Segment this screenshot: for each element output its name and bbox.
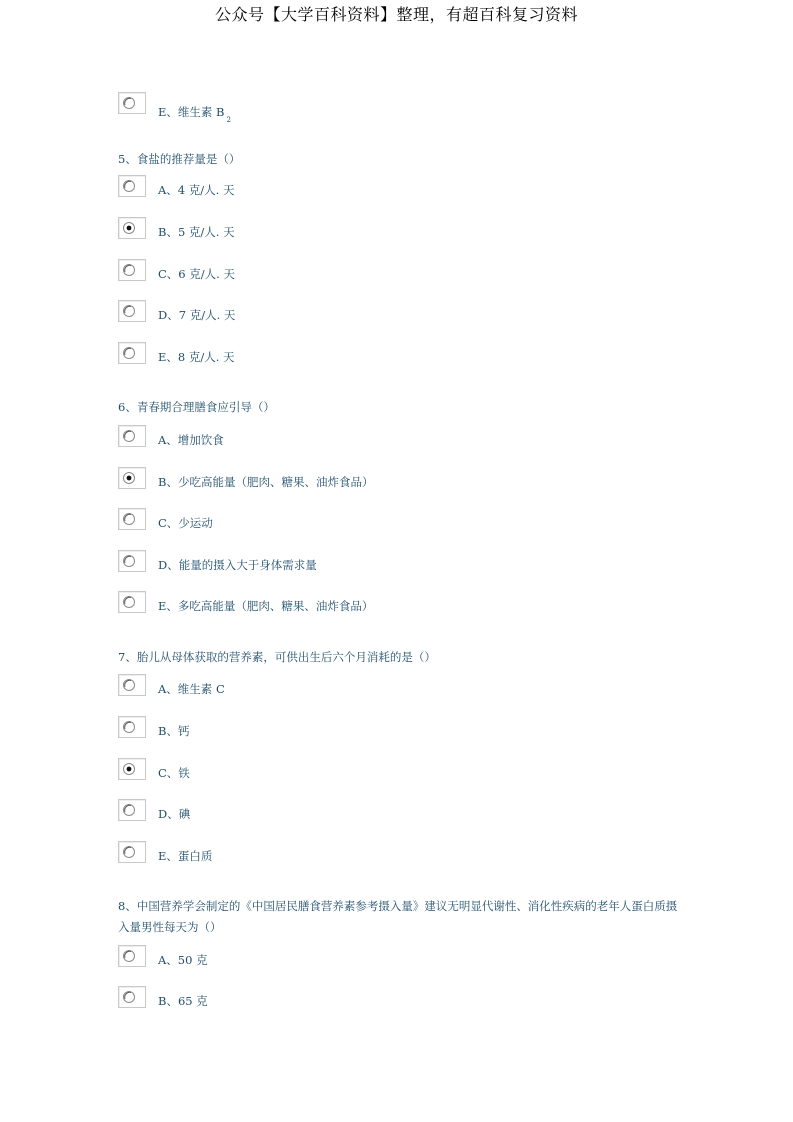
option-label: A、增加饮食	[158, 433, 224, 447]
radio-unchecked-icon	[122, 304, 136, 318]
radio-button[interactable]	[118, 986, 146, 1008]
q7-option-b[interactable]	[118, 716, 718, 740]
q6-option-d[interactable]	[118, 550, 718, 574]
radio-unchecked-icon	[122, 346, 136, 360]
option-label: A、维生素 C	[158, 682, 225, 696]
option-label: C、少运动	[158, 516, 213, 530]
radio-unchecked-icon	[122, 678, 136, 692]
radio-unchecked-icon	[122, 845, 136, 859]
option-label: E、蛋白质	[158, 849, 213, 863]
radio-unchecked-icon	[122, 949, 136, 963]
q5-option-c[interactable]	[118, 259, 718, 283]
q8-option-a[interactable]	[118, 945, 718, 969]
radio-unchecked-icon	[122, 554, 136, 568]
radio-button[interactable]	[118, 945, 146, 967]
q5-option-e[interactable]	[118, 342, 718, 366]
radio-unchecked-icon	[122, 263, 136, 277]
radio-button[interactable]	[118, 674, 146, 696]
option-label: B、65 克	[158, 994, 208, 1008]
radio-unchecked-icon	[122, 179, 136, 193]
radio-button[interactable]	[118, 425, 146, 447]
question-5: 5、食盐的推荐量是（）	[118, 152, 241, 166]
option-label: A、4 克/人. 天	[158, 183, 235, 197]
radio-unchecked-icon	[122, 720, 136, 734]
q8-option-b[interactable]	[118, 986, 718, 1010]
option-label: C、6 克/人. 天	[158, 267, 235, 281]
radio-button[interactable]	[118, 259, 146, 281]
q6-option-c[interactable]	[118, 508, 718, 532]
radio-unchecked-icon	[122, 990, 136, 1004]
radio-checked-icon	[122, 221, 136, 235]
radio-button[interactable]	[118, 217, 146, 239]
question-7: 7、胎儿从母体获取的营养素，可供出生后六个月消耗的是（）	[118, 650, 436, 664]
option-label: E、8 克/人. 天	[158, 350, 235, 364]
q5-option-b[interactable]	[118, 217, 718, 241]
question-8: 8、中国营养学会制定的《中国居民膳食营养素参考摄入量》建议无明显代谢性、消化性疾病的老年人蛋白质摄入量男性每天为（）	[118, 899, 678, 934]
radio-unchecked-icon	[122, 803, 136, 817]
radio-button[interactable]	[118, 799, 146, 821]
radio-unchecked-icon	[122, 512, 136, 526]
radio-button[interactable]	[118, 342, 146, 364]
option-label: B、少吃高能量（肥肉、糖果、油炸食品）	[158, 475, 374, 489]
option-label: B、5 克/人. 天	[158, 225, 235, 239]
q5-option-d[interactable]	[118, 300, 718, 324]
question-6: 6、青春期合理膳食应引导（）	[118, 400, 275, 414]
radio-button[interactable]	[118, 716, 146, 738]
option-label: D、7 克/人. 天	[158, 308, 236, 322]
radio-button[interactable]	[118, 92, 146, 114]
radio-checked-icon	[122, 762, 136, 776]
option-label: D、能量的摄入大于身体需求量	[158, 558, 317, 572]
option-label: D、碘	[158, 807, 191, 821]
radio-button[interactable]	[118, 550, 146, 572]
radio-button[interactable]	[118, 175, 146, 197]
radio-unchecked-icon	[122, 595, 136, 609]
q7-option-e[interactable]	[118, 841, 718, 865]
q6-option-e[interactable]	[118, 591, 718, 615]
option-label: E、多吃高能量（肥肉、糖果、油炸食品）	[158, 599, 374, 613]
option-label: C、铁	[158, 766, 190, 780]
q6-option-a[interactable]	[118, 425, 718, 449]
radio-button[interactable]	[118, 841, 146, 863]
q6-option-b[interactable]	[118, 467, 718, 491]
radio-button[interactable]	[118, 467, 146, 489]
radio-unchecked-icon	[122, 96, 136, 110]
radio-checked-icon	[122, 471, 136, 485]
q7-option-c[interactable]	[118, 758, 718, 782]
option-label: E、维生素 $B_2$	[158, 105, 231, 124]
option-label: A、50 克	[158, 953, 208, 967]
q5-option-a[interactable]	[118, 175, 718, 199]
option-prev-e[interactable]	[118, 92, 718, 124]
q7-option-d[interactable]	[118, 799, 718, 823]
radio-unchecked-icon	[122, 429, 136, 443]
radio-button[interactable]	[118, 591, 146, 613]
radio-button[interactable]	[118, 300, 146, 322]
option-label: B、钙	[158, 724, 190, 738]
q7-option-a[interactable]	[118, 674, 718, 698]
page-header: 公众号【大学百科资料】整理，有超百科复习资料	[214, 5, 578, 24]
radio-button[interactable]	[118, 758, 146, 780]
radio-button[interactable]	[118, 508, 146, 530]
